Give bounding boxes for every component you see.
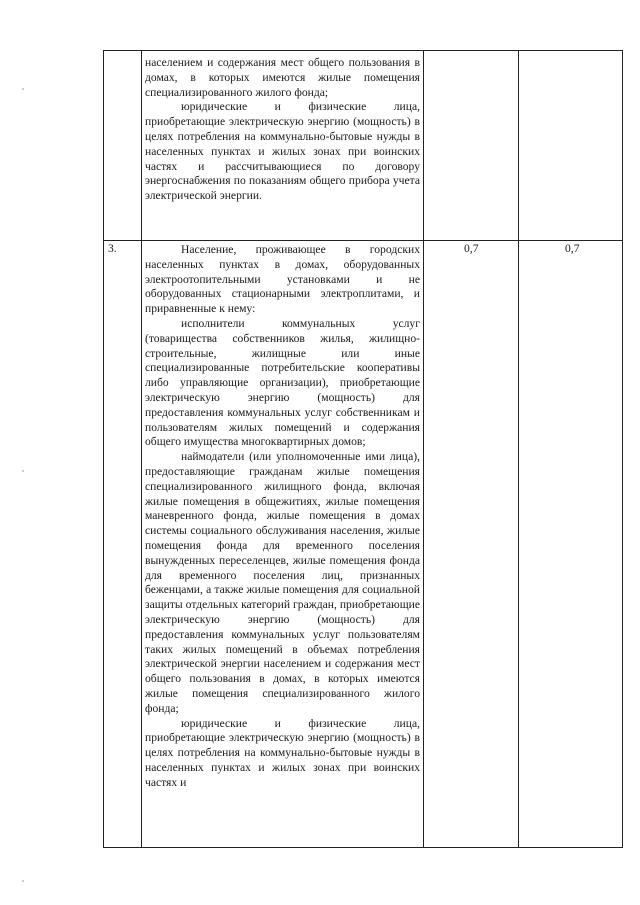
row-3-number-cell	[103, 240, 142, 848]
row-3-value1-cell	[423, 240, 519, 848]
row-prev-paragraph-1: населением и содержания мест общего пользования в домах, в которых имеются жилые помещения специализированного жилого фонда;	[145, 56, 420, 99]
row-3-paragraph-2: исполнители коммунальных услуг (товарищества собственников жилья, жилищно-строительные, жилищные или иные специализированные потребительские кооперативы либо управляющие организации), приобретающие электрическую энергию (мощность) для предоставления коммунальных услуг собственникам и пользователям жилых помещений и содержания общего имущества многоквартирных домов;	[145, 316, 420, 449]
row-prev-text	[145, 56, 420, 204]
scan-speck	[22, 880, 24, 882]
row-prev-value2-cell	[518, 50, 623, 241]
scan-speck	[22, 88, 24, 90]
row-3-paragraph-1: Население, проживающее в городских населенных пунктах в домах, оборудованных электроотопительными установками и не оборудованных стационарными электроплитами, и приравненные к нему:	[145, 243, 420, 316]
row-3-text	[145, 243, 420, 845]
row-3-paragraph-4: юридические и физические лица, приобретающие электрическую энергию (мощность) в целях потребления на коммунально-бытовые нужды в населенных пунктах и жилых зонах при воинских частях и	[145, 716, 420, 789]
row-3-value2-cell	[518, 240, 623, 848]
row-prev-number-cell	[103, 50, 142, 241]
row-3-number: 3.	[108, 242, 117, 255]
scan-speck	[22, 470, 24, 472]
row-3-value-2: 0,7	[565, 242, 580, 255]
row-3-value-1: 0,7	[464, 242, 479, 255]
row-prev-value1-cell	[423, 50, 519, 241]
row-3-paragraph-3: наймодатели (или уполномоченные ими лица), предоставляющие гражданам жилые помещения специализированного жилищного фонда, включая жилые помещения в общежитиях, жилые помещения маневренного фонда, жилые помещения в домах системы социального обслуживания населения, жилые помещения фонда для временного поселения вынужденных переселенцев, жилые помещения фонда для временного поселения лиц, признанных беженцами, а также жилые помещения для социальной защиты отдельных категорий граждан, приобретающие электрическую энергию (мощность) для предоставления коммунальных услуг пользователям таких жилых помещений в объемах потребления электрической энергии населением и содержания мест общего пользования в домах, в которых имеются жилые помещения специализированного жилого фонда;	[145, 450, 420, 715]
row-prev-paragraph-2: юридические и физические лица, приобретающие электрическую энергию (мощность) в целях потребления на коммунально-бытовые нужды в населенных пунктах и жилых зонах при воинских частях и рассчитывающиеся по договору энергоснабжения по показаниям общего прибора учета электрической энергии.	[145, 100, 420, 203]
